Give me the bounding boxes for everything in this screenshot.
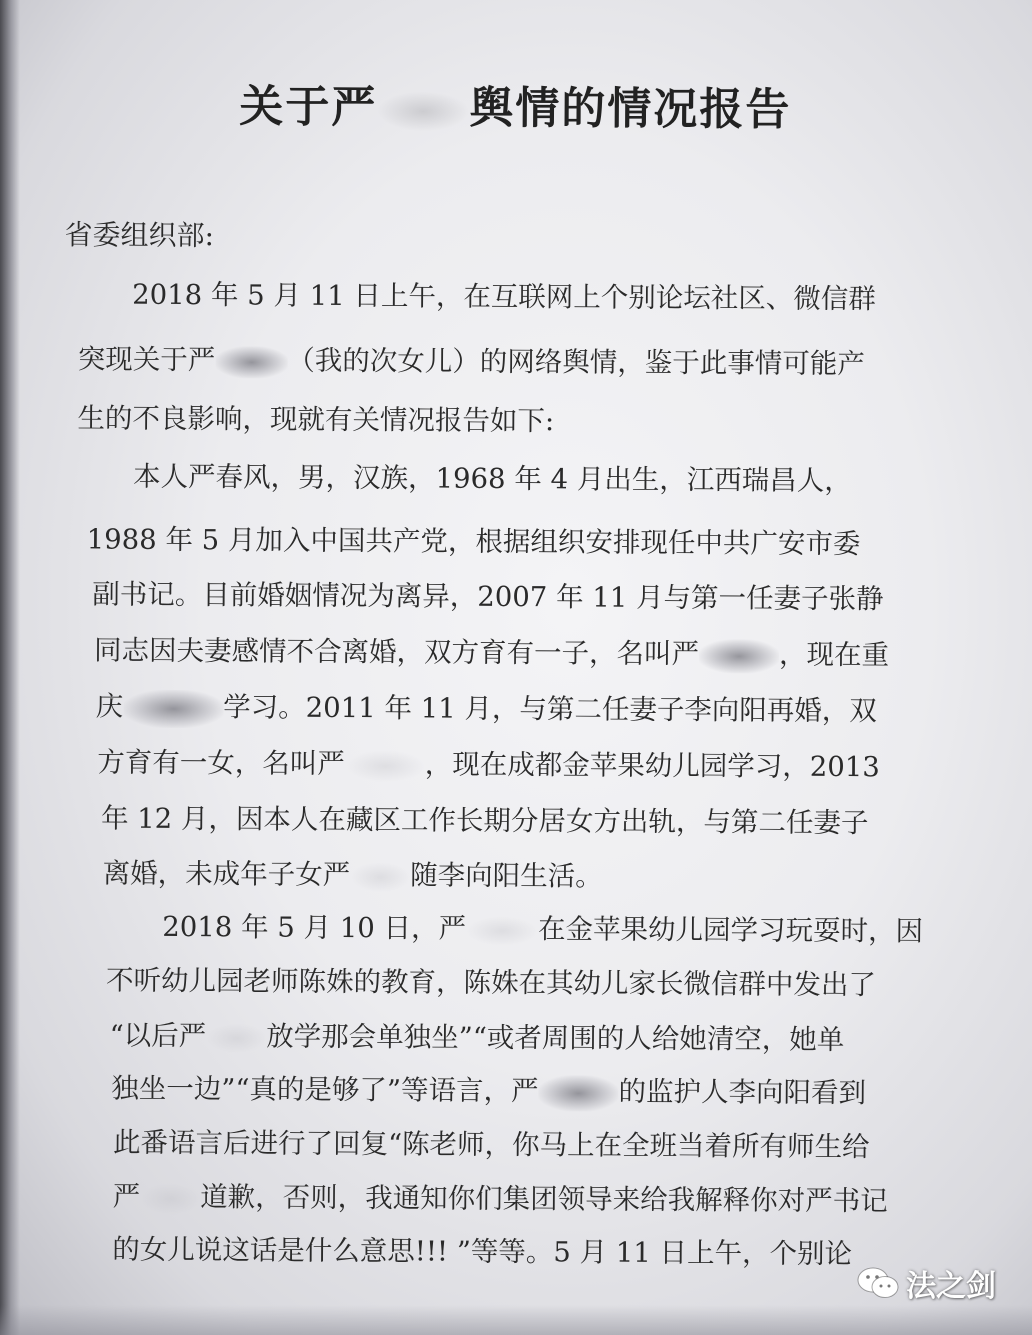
paragraph-2-line-3: 副书记。目前婚姻情况为离异，2007 年 11 月与第一任妻子张静: [92, 578, 884, 616]
paragraph-2-line-2: 1988 年 5 月加入中国共产党，根据组织安排现任中共广安市委: [86, 523, 861, 561]
name-redaction: [140, 1182, 200, 1214]
name-redaction: [345, 749, 425, 781]
paragraph-3-line-3: “以后严 放学那会单独坐”“或者周围的人给她清空，她单: [109, 1019, 845, 1057]
paragraph-3-line-5: 此番语言后进行了回复“陈老师，你马上在全班当着所有师生给: [112, 1126, 870, 1164]
title-suffix: 舆情的情况报告: [469, 82, 792, 136]
name-redaction: [215, 346, 287, 378]
paragraph-3-line-1: 2018 年 5 月 10 日，严 在金苹果幼儿园学习玩耍时，因: [162, 910, 924, 948]
salutation: 省委组织部:: [64, 218, 215, 253]
paragraph-3-line-4: 独坐一边”“真的是够了”等语言，严 的监护人李向阳看到: [111, 1072, 867, 1110]
name-redaction: [538, 1075, 618, 1111]
paragraph-3-line-7: 的女儿说这话是什么意思!!! ”等等。5 月 11 日上午，个别论: [112, 1233, 853, 1271]
name-redaction: [206, 1023, 266, 1053]
name-redaction: [466, 915, 538, 945]
paper-shadow-bottom: [0, 1305, 1032, 1335]
name-redaction: [350, 862, 410, 892]
name-redaction: [699, 639, 779, 673]
watermark-text: 法之剑: [906, 1269, 996, 1304]
title-prefix: 关于严: [239, 81, 378, 134]
paragraph-3-line-6: 严 道歉，否则，我通知你们集团领导来给我解释你对严书记: [112, 1180, 888, 1218]
document-title: [0, 69, 1032, 139]
paragraph-2-line-5: 庆 学习。2011 年 11 月，与第二任妻子李向阳再婚，双: [95, 690, 877, 728]
paragraph-3-line-2: 不听幼儿园老师陈姝的教育，陈姝在其幼儿家长微信群中发出了: [105, 964, 877, 1002]
paper-shadow-left: [0, 0, 20, 1335]
paragraph-1-line-3: 生的不良影响，现就有关情况报告如下:: [77, 402, 555, 438]
title-redaction: [377, 91, 469, 132]
paragraph-2-line-7: 年 12 月，因本人在藏区工作长期分居女方出轨，与第二任妻子: [100, 802, 869, 840]
paragraph-2-line-4: 同志因夫妻感情不合离婚，双方育有一子，名叫严 ，现在重: [93, 634, 890, 672]
paragraph-2-line-8: 离婚，未成年子女严 随李向阳生活。: [102, 857, 603, 893]
wechat-icon: [856, 1265, 900, 1301]
paragraph-2-line-6: 方育有一女，名叫严 ，现在成都金苹果幼儿园学习，2013: [97, 746, 880, 784]
paragraph-1-line-2: 突现关于严 （我的次女儿）的网络舆情，鉴于此事情可能产: [77, 343, 865, 381]
school-redaction: [123, 689, 223, 728]
paragraph-2-line-1: 本人严春风，男，汉族，1968 年 4 月出生，江西瑞昌人，: [132, 460, 852, 498]
watermark: [856, 1261, 996, 1305]
paragraph-1-line-1: 2018 年 5 月 11 日上午，在互联网上个别论坛社区、微信群: [132, 278, 876, 316]
